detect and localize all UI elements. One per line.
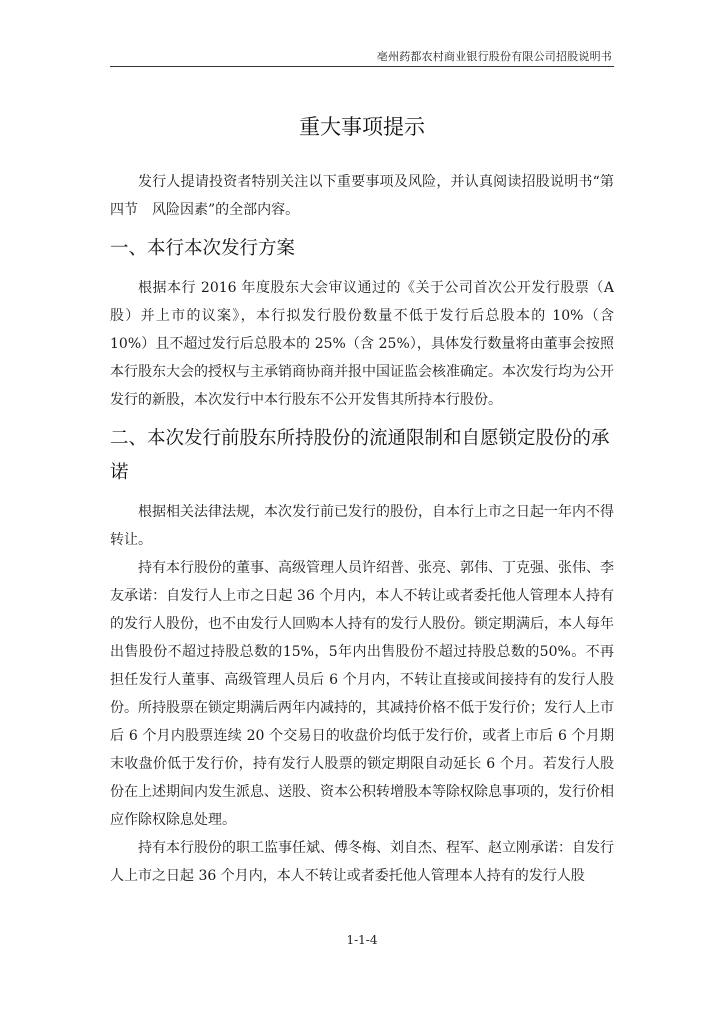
running-header: 亳州药都农村商业银行股份有限公司招股说明书 — [376, 50, 612, 63]
page-title: 重大事项提示 — [299, 115, 425, 139]
section-heading-lockup-commitments: 二、本次发行前股东所持股份的流通限制和自愿锁定股份的承诺 — [110, 428, 610, 483]
section-2-paragraph: 根据相关法律法规，本次发行前已发行的股份，自本行上市之日起一年内不得转让。 — [110, 504, 614, 548]
section-heading-offering-plan: 一、本行本次发行方案 — [110, 238, 296, 259]
page-body — [110, 112, 614, 890]
page-number: 1-1-4 — [346, 933, 378, 947]
section-2-paragraph: 持有本行股份的职工监事任斌、傅冬梅、刘自杰、程军、赵立刚承诺：自发行人上市之日起 36 个月内，本人不转让或者委托他人管理本人持有的发行人股 — [110, 840, 614, 884]
intro-paragraph: 发行人提请投资者特别关注以下重要事项及风险，并认真阅读招股说明书“第四节 风险因素”的全部内容。 — [110, 174, 614, 218]
header-rule — [110, 66, 614, 67]
section-2-paragraph: 持有本行股份的董事、高级管理人员许绍普、张亮、郭伟、丁克强、张伟、李友承诺：自发行人上市之日起 36 个月内，本人不转让或者委托他人管理本人持有的发行人股份，也不由发行人回购本人持有的发行人股份。锁定期满后，本人每年出售股份不超过持股总数的15%，5年内出售股份不超过持股总数的50%。不再担任发行人董事、高级管理人员后 6 个月内，不转让直接或间接持有的发行人股份。所持股票在锁定期满后两年内减持的，其减持价格不低于发行价；发行人上市后 6 个月内股票连续 20 个交易日的收盘价均低于发行价，或者上市后 6 个月期末收盘价低于发行价，持有发行人股票的锁定期限自动延长 6 个月。若发行人股份在上述期间内发生派息、送股、资本公积转增股本等除权除息事项的，发行价相应作除权除息处理。 — [110, 560, 614, 828]
section-1-paragraph: 根据本行 2016 年度股东大会审议通过的《关于公司首次公开发行股票（A 股）并上市的议案》，本行拟发行股份数量不低于发行后总股本的 10%（含 10%）且不超过发行后总股本的 25%（含 25%），具体发行数量将由董事会按照本行股东大会的授权与主承销商协商并报中国证监会核准确定。本次发行均为公开发行的新股，本次发行中本行股东不公开发售其所持本行股份。 — [110, 280, 614, 408]
